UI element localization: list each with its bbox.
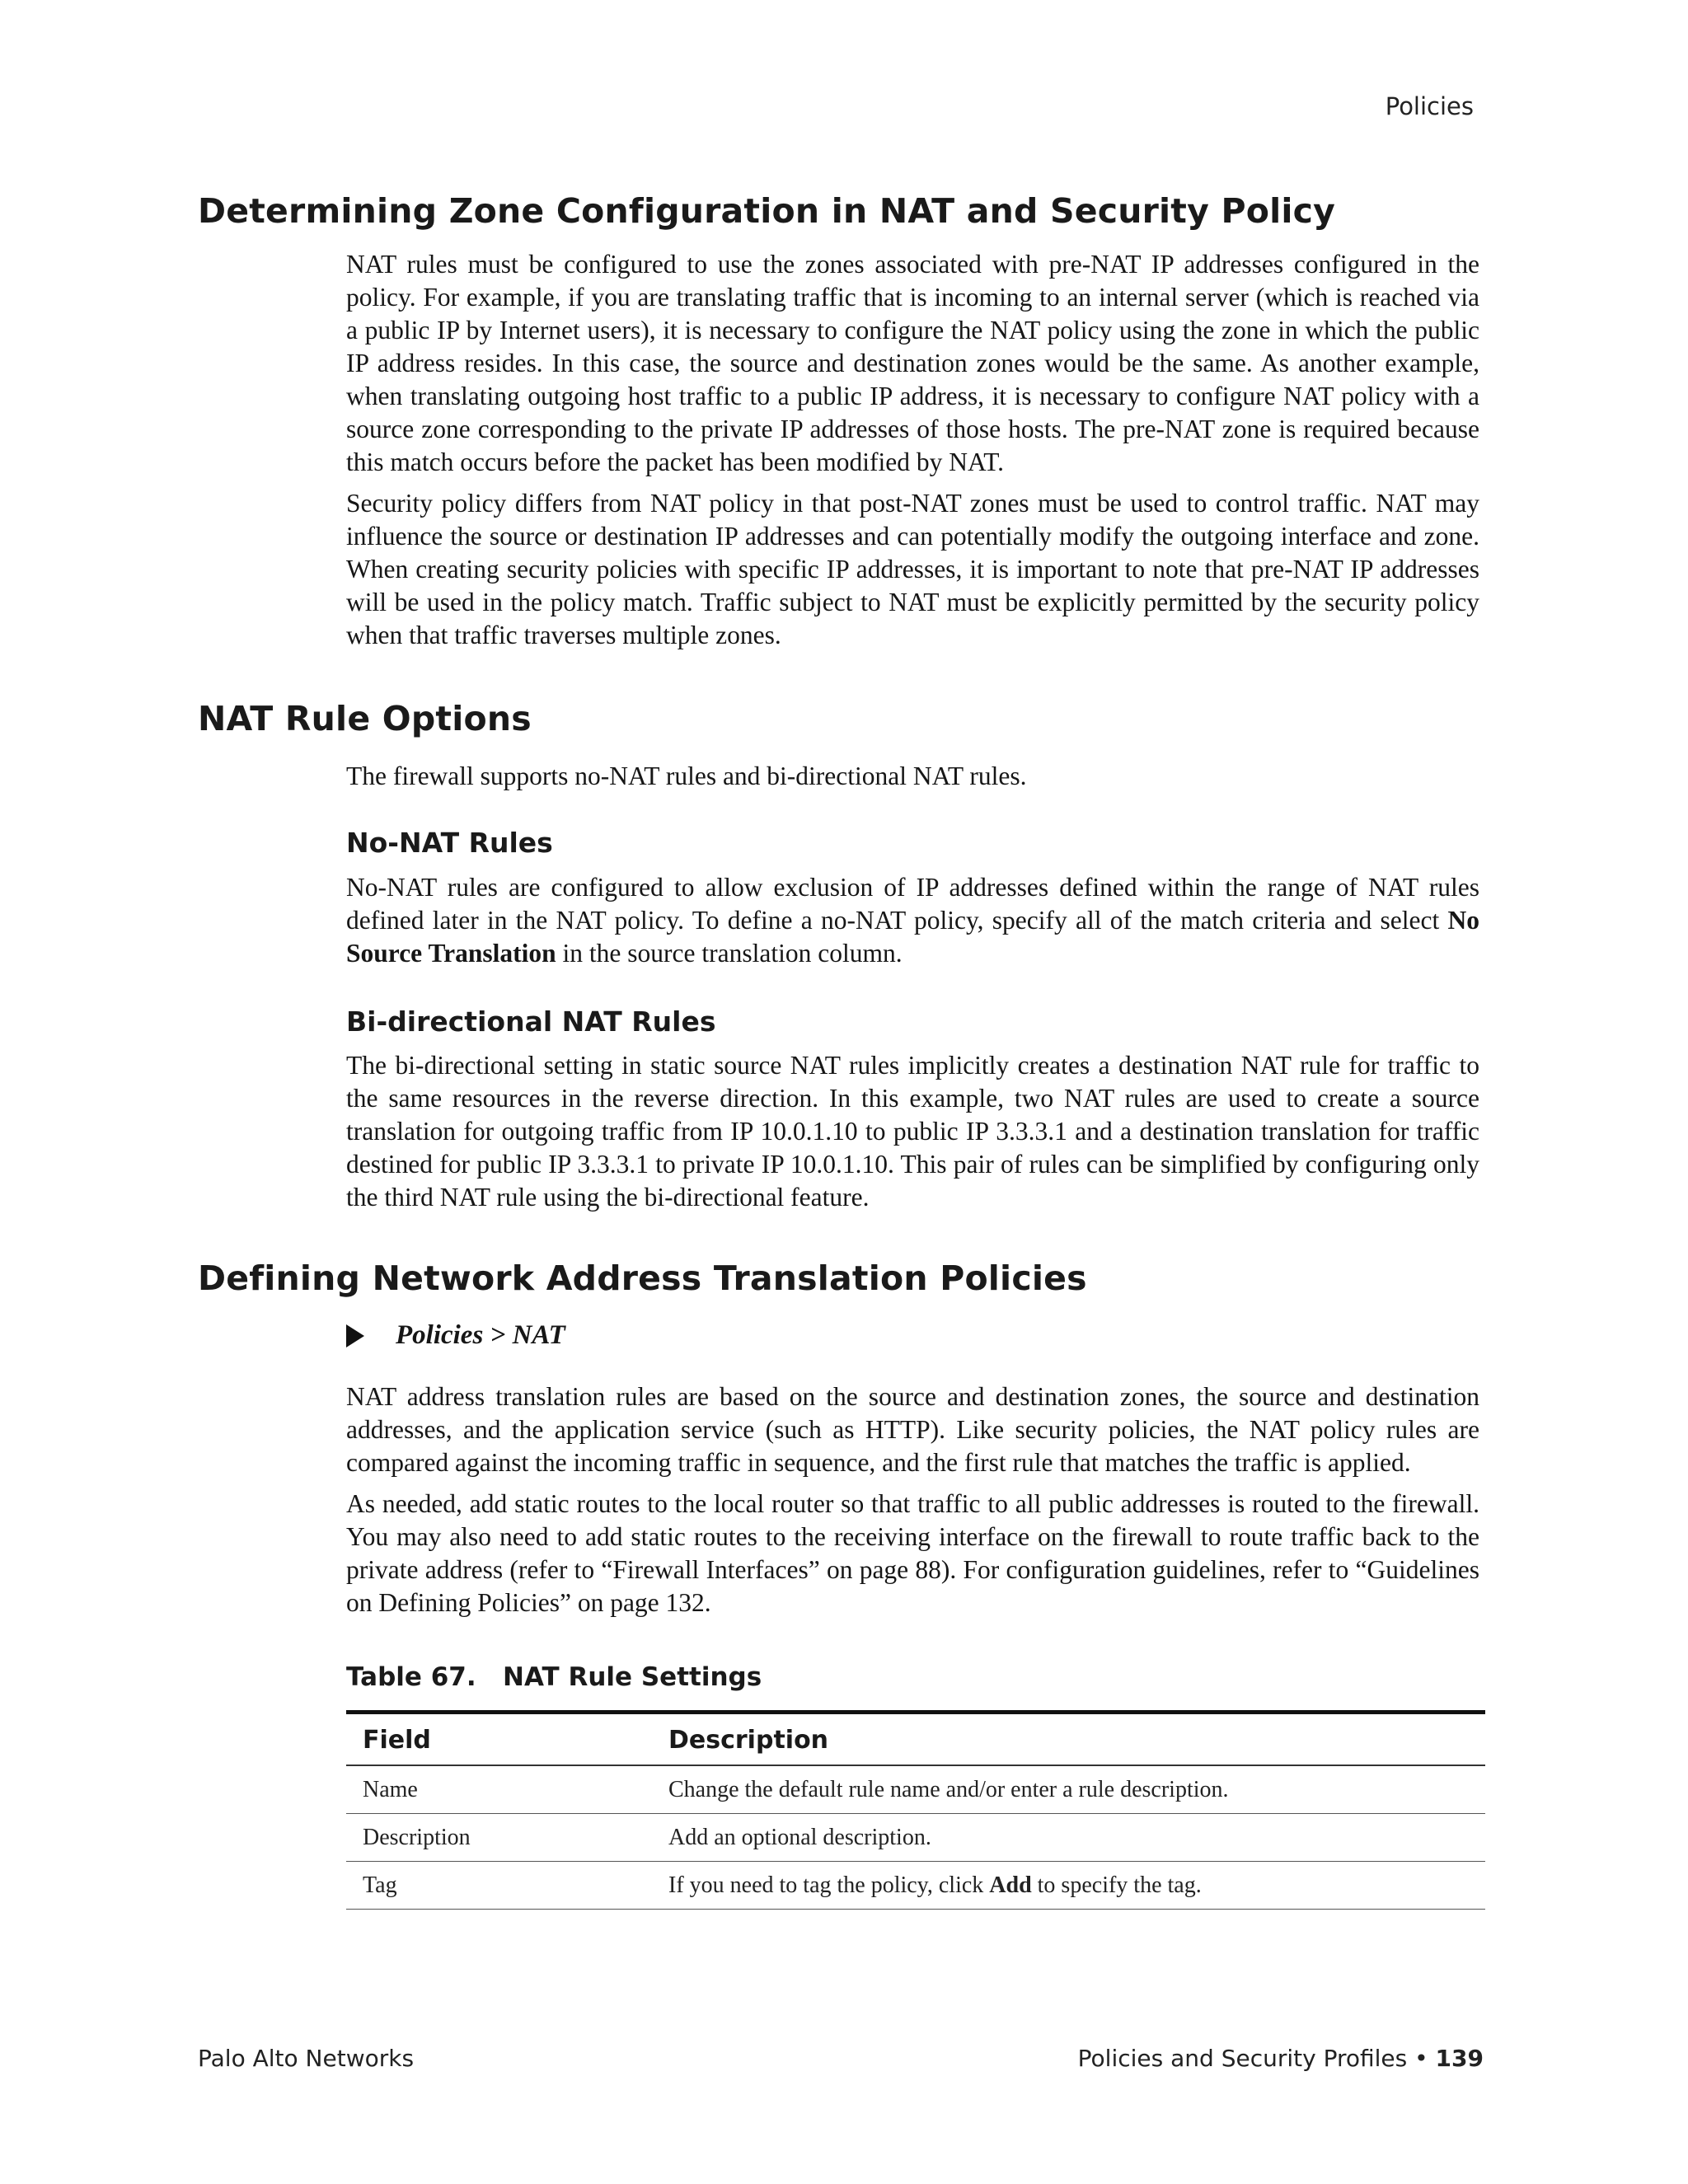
- paragraph-nat-translation-rules: NAT address translation rules are based on the source and destination zones, the source and destination addresses, and the application service (such as HTTP). Like security policies, the NAT policy rules are compared against the incoming traffic in sequence, and the first rule that matches the traffic is applied.: [346, 1382, 1479, 1477]
- field-cell: Description: [346, 1814, 652, 1862]
- nav-path-text: Policies > NAT: [396, 1320, 565, 1350]
- tag-desc-text: If you need to tag the policy, click: [668, 1872, 990, 1898]
- footer-company: Palo Alto Networks: [198, 2045, 415, 2072]
- no-nat-text-end: in the source translation column.: [556, 939, 903, 968]
- column-header-description: Description: [652, 1713, 1485, 1766]
- nat-rule-settings-table: [346, 1710, 1485, 1910]
- no-nat-text: No-NAT rules are configured to allow exclusion of IP addresses defined within the range of NAT rules defined later in the NAT policy. To define a no-NAT policy, specify all of the match criteria and select: [346, 873, 1479, 935]
- table-row: [346, 1814, 1485, 1862]
- table-row: [346, 1765, 1485, 1814]
- page-number: 139: [1435, 2045, 1484, 2072]
- section-heading-nat-rule-options: NAT Rule Options: [198, 699, 532, 738]
- paragraph-bidirectional: The bi-directional setting in static source NAT rules implicitly creates a destination NAT rule for traffic to the same resources in the reverse direction. In this example, two NAT rules are used to create a source translation for outgoing traffic from IP 10.0.1.10 to public IP 3.3.3.1 and a destination translation for traffic destined for public IP 3.3.3.1 to private IP 10.0.1.10. This pair of rules can be simplified by configuring only the third NAT rule using the bi-directional feature.: [346, 1051, 1479, 1212]
- paragraph-rule-options-intro: The firewall supports no-NAT rules and bi-directional NAT rules.: [346, 762, 1027, 790]
- footer-book-title: Policies and Security Profiles •: [1077, 2045, 1436, 2072]
- description-cell: Add an optional description.: [652, 1814, 1485, 1862]
- section-heading-defining-nat: Defining Network Address Translation Policies: [198, 1258, 1087, 1298]
- arrow-right-icon: [346, 1324, 364, 1347]
- navigation-path: [346, 1320, 565, 1351]
- paragraph-nat-zones: NAT rules must be configured to use the zones associated with pre-NAT IP addresses configured in the policy. For example, if you are translating traffic that is incoming to an internal server (which is reached via a public IP by Internet users), it is necessary to configure the NAT policy using the zone in which the public IP address resides. In this case, the source and destination zones would be the same. As another example, when translating outgoing host traffic to a public IP address, it is necessary to configure NAT policy with a source zone corresponding to the private IP addresses of those hosts. The pre-NAT zone is required because this match occurs before the packet has been modified by NAT.: [346, 250, 1479, 476]
- running-header: Policies: [1385, 92, 1474, 120]
- section-heading-zone-config: Determining Zone Configuration in NAT and Security Policy: [198, 191, 1336, 231]
- table-caption: Table 67. NAT Rule Settings: [346, 1662, 762, 1692]
- subheading-bidirectional-nat: Bi-directional NAT Rules: [346, 1005, 716, 1038]
- paragraph-static-routes: As needed, add static routes to the local router so that traffic to all public addresses is routed to the firewall. You may also need to add static routes to the receiving interface on the firewall to route traffic back to the private address (refer to “Firewall Interfaces” on page 88). For configuration guidelines, refer to “Guidelines on Defining Policies” on page 132.: [346, 1489, 1479, 1617]
- description-cell: Change the default rule name and/or enter a rule description.: [652, 1765, 1485, 1814]
- footer-page-info: [1078, 2045, 1484, 2072]
- description-cell: [652, 1862, 1485, 1910]
- table-row: [346, 1862, 1485, 1910]
- add-term: Add: [989, 1872, 1032, 1898]
- subheading-no-nat-rules: No-NAT Rules: [346, 827, 553, 859]
- field-cell: Name: [346, 1765, 652, 1814]
- column-header-field: Field: [346, 1713, 652, 1766]
- field-cell: Tag: [346, 1862, 652, 1910]
- paragraph-security-policy: Security policy differs from NAT policy in that post-NAT zones must be used to control traffic. NAT may influence the source or destination IP addresses and can potentially modify the outgoing interface and zone. When creating security policies with specific IP addresses, it is important to note that pre-NAT IP addresses will be used in the policy match. Traffic subject to NAT must be explicitly permitted by the security policy when that traffic traverses multiple zones.: [346, 489, 1479, 649]
- paragraph-no-nat: [346, 871, 1479, 970]
- table-header-row: [346, 1713, 1485, 1766]
- no-source-translation-term: No Source Translation: [346, 906, 1479, 968]
- tag-desc-text-end: to specify the tag.: [1031, 1872, 1202, 1898]
